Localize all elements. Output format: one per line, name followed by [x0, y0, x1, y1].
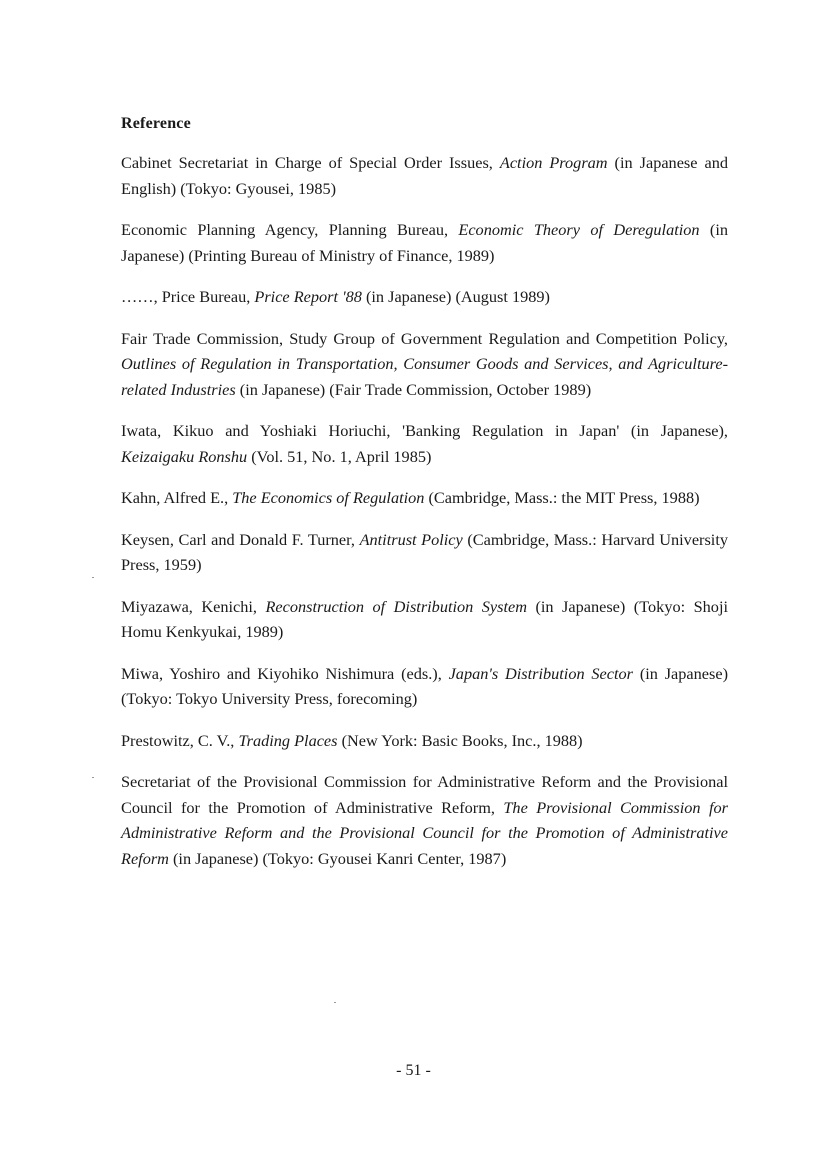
page-number: - 51 -	[396, 1062, 431, 1079]
reference-entry	[121, 284, 728, 310]
reference-authors: Cabinet Secretariat in Charge of Special Order Issues,	[121, 153, 500, 172]
reference-authors: Miyazawa, Kenichi,	[121, 596, 266, 616]
reference-title: Action Program	[499, 153, 608, 172]
reference-title: Economic Theory of Deregulation	[458, 220, 700, 239]
reference-details: (in Japanese) (Printing Bureau of Ministry of Finance, 1989)	[121, 220, 728, 265]
reference-title: Japan's Distribution Sector	[448, 663, 634, 683]
reference-entry	[121, 661, 728, 712]
reference-authors: Prestowitz, C. V.,	[121, 730, 239, 750]
reference-entry	[121, 527, 728, 578]
reference-authors: Miwa, Yoshiro and Kiyohiko Nishimura (eds.),	[121, 663, 449, 683]
reference-details: (in Japanese) (Fair Trade Commission, October 1989)	[235, 379, 592, 399]
reference-authors: Economic Planning Agency, Planning Bureau,	[121, 220, 459, 239]
reference-details: (Cambridge, Mass.: Harvard University Press, 1959)	[121, 529, 728, 574]
reference-title: Antitrust Policy	[359, 529, 463, 549]
scan-speck	[334, 1002, 336, 1003]
reference-list	[121, 150, 728, 887]
reference-details: (in Japanese) (Tokyo: Tokyo University Press, forecoming)	[121, 663, 729, 708]
reference-entry	[121, 326, 728, 403]
reference-title: Price Report '88	[254, 287, 362, 306]
reference-authors: Secretariat of the Provisional Commission for Administrative Reform and the Provisional Council for the Promotion of Administrative Reform,	[121, 772, 728, 817]
reference-authors: Fair Trade Commission, Study Group of Government Regulation and Competition Policy,	[121, 328, 728, 348]
reference-title: The Economics of Regulation	[232, 488, 425, 507]
reference-entry	[121, 769, 728, 871]
reference-title: Trading Places	[238, 730, 338, 750]
reference-details: (New York: Basic Books, Inc., 1988)	[337, 730, 583, 750]
reference-authors: Keysen, Carl and Donald F. Turner,	[121, 529, 360, 549]
scan-speck	[92, 777, 94, 778]
reference-entry	[121, 217, 728, 268]
reference-details: (in Japanese) (Tokyo: Gyousei Kanri Center, 1987)	[168, 848, 507, 868]
reference-title: The Provisional Commission for Administrative Reform and the Provisional Council for the Promotion of Administrative Reform	[121, 797, 728, 868]
reference-entry	[121, 150, 728, 201]
reference-details: (Vol. 51, No. 1, April 1985)	[247, 446, 432, 466]
reference-entry	[121, 728, 728, 754]
reference-authors: ……, Price Bureau,	[121, 287, 255, 306]
reference-entry	[121, 418, 728, 469]
scan-speck	[92, 577, 94, 578]
reference-title: Keizaigaku Ronshu	[121, 446, 248, 466]
section-heading: Reference	[121, 115, 191, 132]
reference-title: Reconstruction of Distribution System	[265, 596, 527, 616]
reference-details: (in Japanese) (August 1989)	[361, 287, 550, 306]
reference-details: (in Japanese) (Tokyo: Shoji Homu Kenkyukai, 1989)	[121, 596, 728, 641]
reference-authors: Iwata, Kikuo and Yoshiaki Horiuchi, 'Banking Regulation in Japan' (in Japanese),	[121, 421, 728, 440]
reference-title: Outlines of Regulation in Transportation, Consumer Goods and Services, and Agriculture-related Industries	[121, 354, 728, 399]
reference-details: (in Japanese and English) (Tokyo: Gyousei, 1985)	[121, 153, 728, 198]
reference-details: (Cambridge, Mass.: the MIT Press, 1988)	[424, 488, 700, 507]
reference-authors: Kahn, Alfred E.,	[121, 488, 233, 507]
reference-entry	[121, 594, 728, 645]
reference-entry	[121, 485, 728, 511]
